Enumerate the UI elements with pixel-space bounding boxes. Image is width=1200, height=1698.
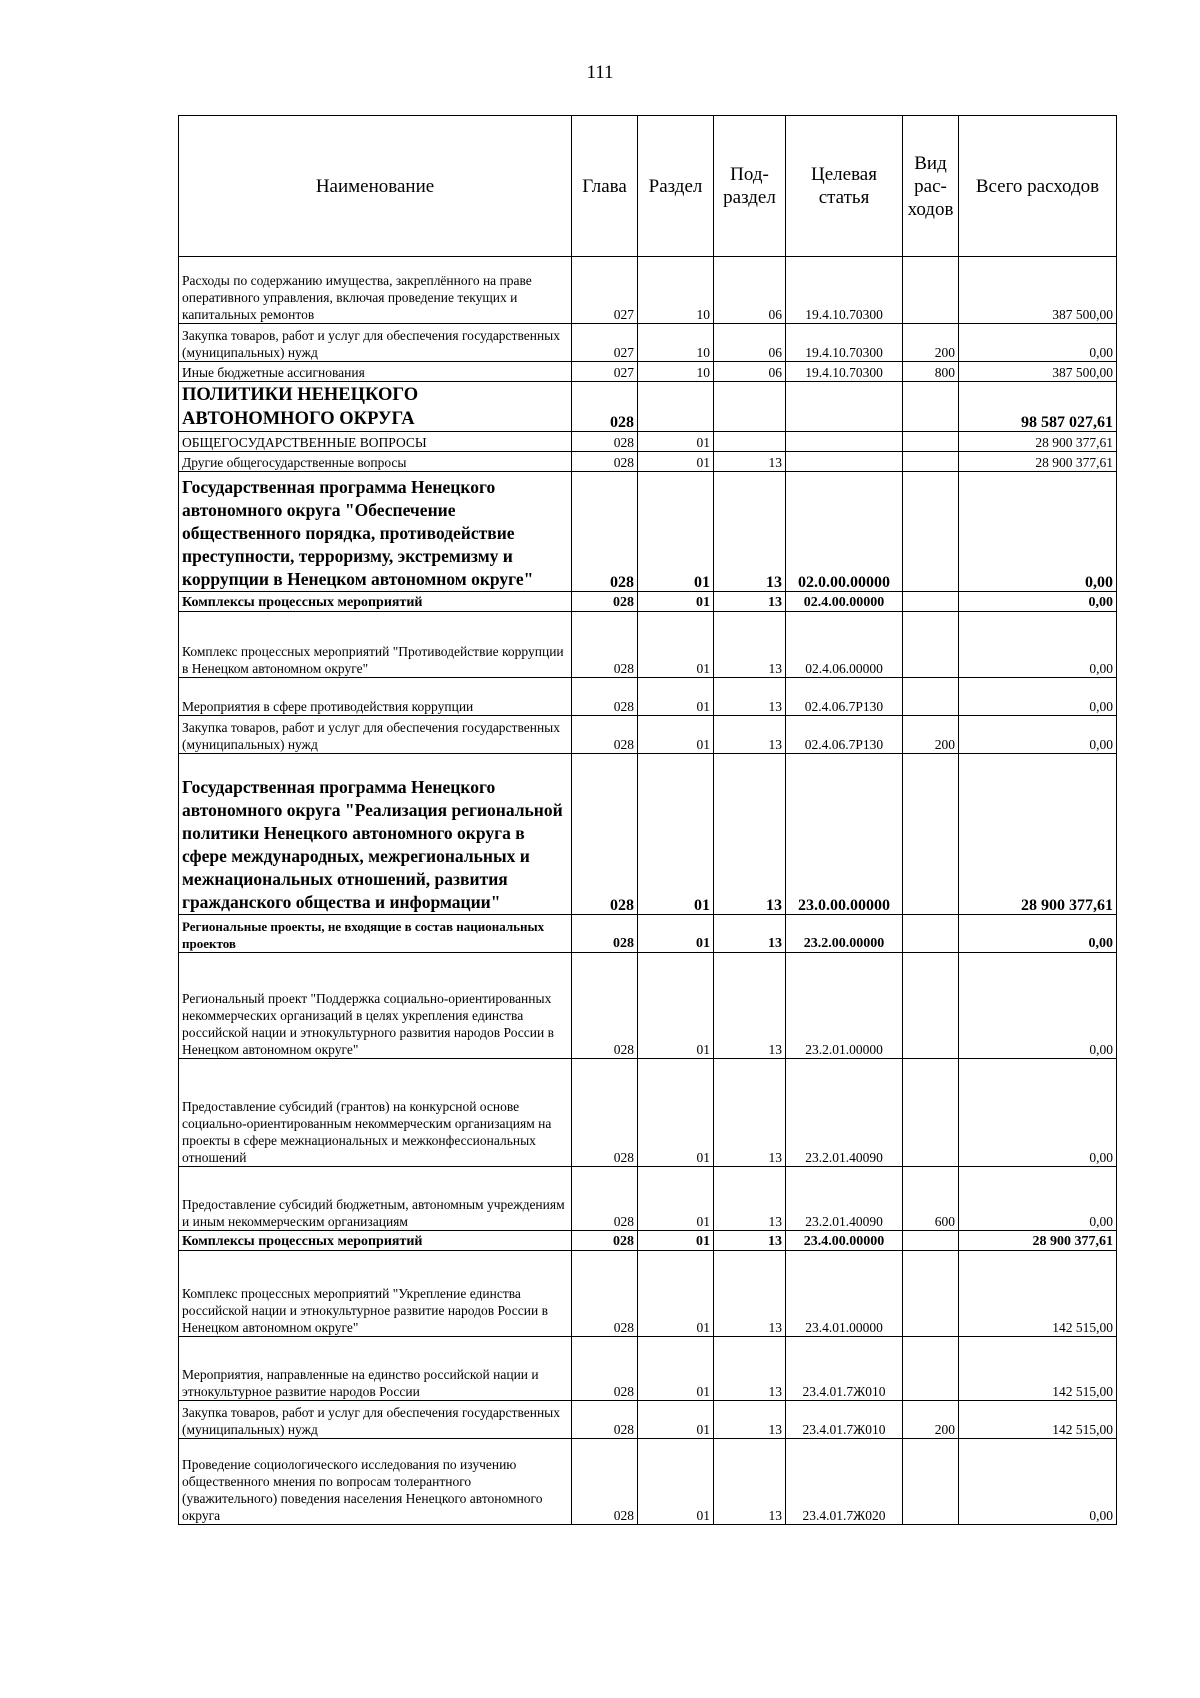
cell-type: 600	[903, 1167, 959, 1231]
header-target: Целевая статья	[786, 116, 903, 257]
cell-target: 23.2.01.40090	[786, 1167, 903, 1231]
cell-target: 23.2.01.00000	[786, 953, 903, 1059]
cell-section: 10	[638, 257, 714, 324]
cell-total: 0,00	[959, 915, 1117, 953]
table-row	[179, 1439, 1117, 1525]
cell-type	[903, 257, 959, 324]
cell-section	[638, 382, 714, 432]
cell-subsection: 06	[714, 362, 786, 382]
cell-subsection: 13	[714, 1439, 786, 1525]
cell-chapter: 028	[572, 953, 638, 1059]
cell-total: 0,00	[959, 1439, 1117, 1525]
cell-section: 01	[638, 1231, 714, 1251]
cell-total: 28 900 377,61	[959, 432, 1117, 452]
cell-section: 10	[638, 324, 714, 362]
cell-target: 02.4.06.7Р130	[786, 716, 903, 754]
cell-subsection: 13	[714, 1337, 786, 1401]
cell-subsection: 13	[714, 678, 786, 716]
header-section: Раздел	[638, 116, 714, 257]
cell-target: 23.4.01.7Ж010	[786, 1401, 903, 1439]
cell-total: 0,00	[959, 953, 1117, 1059]
cell-name: Закупка товаров, работ и услуг для обеспечения государственных (муниципальных) нужд	[179, 324, 572, 362]
cell-total: 387 500,00	[959, 257, 1117, 324]
cell-total: 0,00	[959, 324, 1117, 362]
cell-section: 01	[638, 432, 714, 452]
cell-total: 0,00	[959, 472, 1117, 592]
table-row	[179, 472, 1117, 592]
cell-subsection: 13	[714, 1251, 786, 1337]
cell-total: 142 515,00	[959, 1337, 1117, 1401]
cell-chapter: 028	[572, 472, 638, 592]
cell-name: Мероприятия в сфере противодействия коррупции	[179, 678, 572, 716]
cell-chapter: 028	[572, 1337, 638, 1401]
cell-total: 0,00	[959, 1167, 1117, 1231]
cell-section: 01	[638, 1251, 714, 1337]
table-row	[179, 592, 1117, 612]
cell-total: 28 900 377,61	[959, 452, 1117, 472]
cell-section: 01	[638, 1167, 714, 1231]
cell-type	[903, 452, 959, 472]
cell-type	[903, 432, 959, 452]
cell-chapter: 027	[572, 324, 638, 362]
cell-type	[903, 612, 959, 678]
cell-chapter: 028	[572, 716, 638, 754]
table-row	[179, 1251, 1117, 1337]
cell-target: 23.4.01.7Ж020	[786, 1439, 903, 1525]
cell-total: 0,00	[959, 678, 1117, 716]
cell-name: Закупка товаров, работ и услуг для обеспечения государственных (муниципальных) нужд	[179, 1401, 572, 1439]
table-row	[179, 612, 1117, 678]
cell-type	[903, 382, 959, 432]
cell-section: 01	[638, 1401, 714, 1439]
cell-total: 28 900 377,61	[959, 1231, 1117, 1251]
cell-subsection: 13	[714, 592, 786, 612]
cell-name: Региональные проекты, не входящие в состав национальных проектов	[179, 915, 572, 953]
cell-subsection: 13	[714, 452, 786, 472]
cell-target: 23.2.00.00000	[786, 915, 903, 953]
cell-subsection: 06	[714, 324, 786, 362]
cell-target: 23.4.01.7Ж010	[786, 1337, 903, 1401]
cell-section: 01	[638, 915, 714, 953]
cell-type	[903, 1059, 959, 1167]
cell-type: 800	[903, 362, 959, 382]
cell-subsection: 13	[714, 1167, 786, 1231]
cell-chapter: 028	[572, 382, 638, 432]
cell-type: 200	[903, 1401, 959, 1439]
header-total: Всего расходов	[959, 116, 1117, 257]
cell-subsection: 13	[714, 716, 786, 754]
table-row	[179, 953, 1117, 1059]
header-subsection: Под- раздел	[714, 116, 786, 257]
cell-section: 01	[638, 716, 714, 754]
cell-total: 0,00	[959, 716, 1117, 754]
cell-target: 23.0.00.00000	[786, 754, 903, 915]
table-row	[179, 452, 1117, 472]
header-expense-type: Вид рас- ходов	[903, 116, 959, 257]
cell-target	[786, 452, 903, 472]
cell-subsection: 13	[714, 1231, 786, 1251]
cell-type	[903, 1439, 959, 1525]
cell-target: 19.4.10.70300	[786, 324, 903, 362]
cell-chapter: 028	[572, 1439, 638, 1525]
cell-name: Комплексы процессных мероприятий	[179, 1231, 572, 1251]
cell-type	[903, 915, 959, 953]
cell-chapter: 028	[572, 1167, 638, 1231]
cell-target: 19.4.10.70300	[786, 362, 903, 382]
cell-subsection: 13	[714, 472, 786, 592]
cell-target: 23.2.01.40090	[786, 1059, 903, 1167]
cell-total: 0,00	[959, 612, 1117, 678]
header-name: Наименование	[179, 116, 572, 257]
cell-type	[903, 1337, 959, 1401]
cell-type	[903, 472, 959, 592]
cell-name: Комплекс процессных мероприятий "Противодействие коррупции в Ненецком автономном округе"	[179, 612, 572, 678]
table-row	[179, 1167, 1117, 1231]
cell-section: 01	[638, 472, 714, 592]
cell-target	[786, 382, 903, 432]
cell-target	[786, 432, 903, 452]
header-row	[179, 116, 1117, 257]
cell-chapter: 028	[572, 1059, 638, 1167]
table-row	[179, 362, 1117, 382]
cell-type: 200	[903, 716, 959, 754]
cell-target: 02.0.00.00000	[786, 472, 903, 592]
cell-total: 0,00	[959, 1059, 1117, 1167]
cell-subsection: 13	[714, 953, 786, 1059]
table-row	[179, 754, 1117, 915]
cell-chapter: 028	[572, 678, 638, 716]
cell-section: 10	[638, 362, 714, 382]
cell-target: 02.4.00.00000	[786, 592, 903, 612]
cell-total: 142 515,00	[959, 1401, 1117, 1439]
cell-total: 0,00	[959, 592, 1117, 612]
cell-name: Предоставление субсидий (грантов) на конкурсной основе социально-ориентированным некоммерческим организациям на проекты в сфере межнациональных и межконфессиональных отношений	[179, 1059, 572, 1167]
cell-name: Предоставление субсидий бюджетным, автономным учреждениям и иным некоммерческим организациям	[179, 1167, 572, 1231]
table-row	[179, 432, 1117, 452]
cell-subsection: 13	[714, 1401, 786, 1439]
cell-subsection: 06	[714, 257, 786, 324]
cell-target: 23.4.00.00000	[786, 1231, 903, 1251]
cell-section: 01	[638, 1337, 714, 1401]
cell-target: 02.4.06.7Р130	[786, 678, 903, 716]
cell-target: 02.4.06.00000	[786, 612, 903, 678]
table-row	[179, 382, 1117, 432]
cell-total: 28 900 377,61	[959, 754, 1117, 915]
budget-table	[178, 115, 1117, 1525]
cell-target: 19.4.10.70300	[786, 257, 903, 324]
table-row	[179, 915, 1117, 953]
cell-name: Региональный проект "Поддержка социально-ориентированных некоммерческих организаций в целях укрепления единства российской нации и этнокультурного развития народов России в Ненецком автономном округе"	[179, 953, 572, 1059]
cell-chapter: 028	[572, 1401, 638, 1439]
cell-chapter: 028	[572, 432, 638, 452]
cell-total: 142 515,00	[959, 1251, 1117, 1337]
table-row	[179, 1059, 1117, 1167]
cell-name: Проведение социологического исследования по изучению общественного мнения по вопросам толерантного (уважительного) поведения населения Ненецкого автономного округа	[179, 1439, 572, 1525]
table-row	[179, 1337, 1117, 1401]
cell-chapter: 028	[572, 1231, 638, 1251]
cell-chapter: 028	[572, 612, 638, 678]
header-chapter: Глава	[572, 116, 638, 257]
cell-subsection: 13	[714, 612, 786, 678]
cell-section: 01	[638, 452, 714, 472]
cell-type	[903, 592, 959, 612]
cell-name: Комплекс процессных мероприятий "Укрепление единства российской нации и этнокультурное развитие народов России в Ненецком автономном округе"	[179, 1251, 572, 1337]
cell-target: 23.4.01.00000	[786, 1251, 903, 1337]
cell-total: 387 500,00	[959, 362, 1117, 382]
table-row	[179, 678, 1117, 716]
cell-chapter: 028	[572, 915, 638, 953]
table-row	[179, 257, 1117, 324]
cell-name: Расходы по содержанию имущества, закреплённого на праве оперативного управления, включая проведение текущих и капитальных ремонтов	[179, 257, 572, 324]
cell-type	[903, 953, 959, 1059]
cell-name: ПОЛИТИКИ НЕНЕЦКОГО АВТОНОМНОГО ОКРУГА	[179, 382, 572, 432]
cell-name: Государственная программа Ненецкого автономного округа "Обеспечение общественного порядка, противодействие преступности, терроризму, экстремизму и коррупции в Ненецком автономном округе"	[179, 472, 572, 592]
cell-section: 01	[638, 754, 714, 915]
cell-chapter: 027	[572, 362, 638, 382]
cell-section: 01	[638, 612, 714, 678]
cell-total: 98 587 027,61	[959, 382, 1117, 432]
cell-section: 01	[638, 592, 714, 612]
table-row	[179, 324, 1117, 362]
cell-subsection: 13	[714, 1059, 786, 1167]
cell-chapter: 028	[572, 592, 638, 612]
table-row	[179, 716, 1117, 754]
cell-subsection	[714, 382, 786, 432]
cell-type	[903, 1231, 959, 1251]
table-row	[179, 1401, 1117, 1439]
cell-chapter: 028	[572, 754, 638, 915]
cell-name: ОБЩЕГОСУДАРСТВЕННЫЕ ВОПРОСЫ	[179, 432, 572, 452]
cell-name: Закупка товаров, работ и услуг для обеспечения государственных (муниципальных) нужд	[179, 716, 572, 754]
table-row	[179, 1231, 1117, 1251]
cell-chapter: 028	[572, 452, 638, 472]
cell-section: 01	[638, 1059, 714, 1167]
cell-subsection: 13	[714, 915, 786, 953]
cell-name: Мероприятия, направленные на единство российской нации и этнокультурное развитие народов России	[179, 1337, 572, 1401]
cell-subsection	[714, 432, 786, 452]
cell-section: 01	[638, 678, 714, 716]
cell-section: 01	[638, 953, 714, 1059]
cell-chapter: 028	[572, 1251, 638, 1337]
cell-type: 200	[903, 324, 959, 362]
cell-section: 01	[638, 1439, 714, 1525]
cell-chapter: 027	[572, 257, 638, 324]
cell-type	[903, 678, 959, 716]
cell-subsection: 13	[714, 754, 786, 915]
page-number: 111	[586, 62, 614, 83]
cell-type	[903, 1251, 959, 1337]
cell-name: Государственная программа Ненецкого автономного округа "Реализация региональной политики Ненецкого автономного округа в сфере международных, межрегиональных и межнациональных отношений, развития гражданского общества и информации"	[179, 754, 572, 915]
cell-name: Другие общегосударственные вопросы	[179, 452, 572, 472]
cell-name: Иные бюджетные ассигнования	[179, 362, 572, 382]
cell-name: Комплексы процессных мероприятий	[179, 592, 572, 612]
cell-type	[903, 754, 959, 915]
